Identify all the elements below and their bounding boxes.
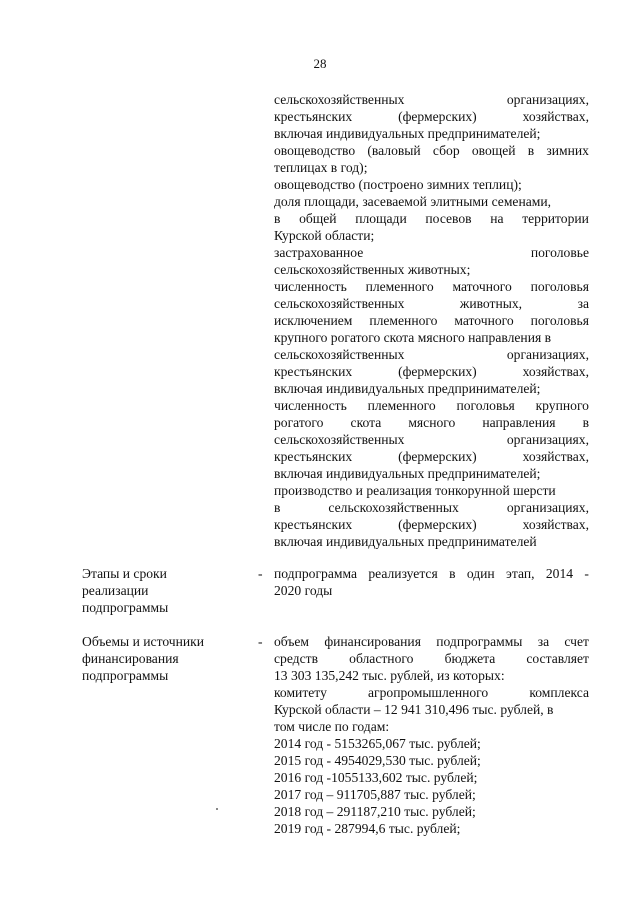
indicator-line: включая индивидуальных предпринимателей; [274,466,541,481]
indicator-line: овощеводство (валовый сбор овощей в зимних [274,143,589,158]
funding-value-line: 2018 год – 291187,210 тыс. рублей; [274,804,476,819]
indicators-list [274,91,589,550]
funding-value-line: комитету агропромышленного комплекса [274,685,589,700]
funding-value [274,633,589,837]
indicator-line: включая индивидуальных предпринимателей; [274,126,541,141]
indicator-line: производство и реализация тонкорунной шерсти [274,483,556,498]
funding-value-line: 13 303 135,242 тыс. рублей, из которых: [274,668,505,683]
indicator-line: крупного рогатого скота мясного направления в [274,330,552,345]
stages-label-line: подпрограммы [82,600,169,615]
indicator-line: включая индивидуальных предпринимателей [274,534,537,549]
funding-value-line: средств областного бюджета составляет [274,651,589,666]
funding-value-line: 2014 год - 5153265,067 тыс. рублей; [274,736,481,751]
stages-label [82,565,242,616]
indicator-line: крестьянских (фермерских) хозяйствах, [274,109,589,124]
funding-value-line: объем финансирования подпрограммы за счет [274,634,589,649]
stages-value-line: 2020 годы [274,583,333,598]
funding-dash: - [258,634,263,649]
indicator-line: сельскохозяйственных животных; [274,262,471,277]
stages-value [274,565,589,599]
funding-value-line: 2019 год - 287994,6 тыс. рублей; [274,821,461,836]
funding-value-line: том числе по годам: [274,719,390,734]
indicator-line: исключением племенного маточного поголовья [274,313,589,328]
funding-label-line: Объемы и источники [82,634,205,649]
funding-value-line: 2015 год - 4954029,530 тыс. рублей; [274,753,481,768]
indicator-line: крестьянских (фермерских) хозяйствах, [274,449,589,464]
funding-label [82,633,242,684]
stages-label-line: реализации [82,583,149,598]
indicator-line: доля площади, засеваемой элитными семенами, [274,194,552,209]
scan-speck [216,808,218,810]
indicator-line: рогатого скота мясного направления в [274,415,589,430]
indicator-line: овощеводство (построено зимних теплиц); [274,177,522,192]
indicator-line: теплицах в год); [274,160,368,175]
funding-value-line: Курской области – 12 941 310,496 тыс. рублей, в [274,702,554,717]
page-number: 28 [313,56,327,71]
stages-value-line: подпрограмма реализуется в один этап, 2014 - [274,566,589,581]
funding-label-line: подпрограммы [82,668,169,683]
indicator-line: численность племенного поголовья крупного [274,398,589,413]
indicator-line: сельскохозяйственных организациях, [274,347,589,362]
indicator-line: в сельскохозяйственных организациях, [274,500,589,515]
indicator-line: численность племенного маточного поголовья [274,279,589,294]
funding-value-line: 2017 год – 911705,887 тыс. рублей; [274,787,476,802]
indicator-line: включая индивидуальных предпринимателей; [274,381,541,396]
indicator-line: сельскохозяйственных организациях, [274,432,589,447]
indicator-line: крестьянских (фермерских) хозяйствах, [274,517,589,532]
stages-dash: - [258,566,263,581]
funding-value-line: 2016 год -1055133,602 тыс. рублей; [274,770,478,785]
indicator-line: в общей площади посевов на территории [274,211,589,226]
indicator-line: сельскохозяйственных организациях, [274,92,589,107]
funding-label-line: финансирования [82,651,179,666]
indicator-line: застрахованное поголовье [274,245,589,260]
stages-label-line: Этапы и сроки [82,566,167,581]
indicator-line: сельскохозяйственных животных, за [274,296,589,311]
indicator-line: крестьянских (фермерских) хозяйствах, [274,364,589,379]
indicator-line: Курской области; [274,228,375,243]
